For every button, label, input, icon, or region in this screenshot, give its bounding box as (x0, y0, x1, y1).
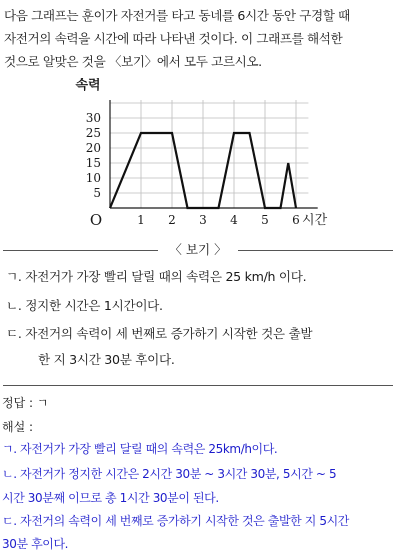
x-tick-label: 2 (168, 213, 176, 227)
x-tick-label: 4 (230, 213, 238, 227)
y-tick-label: 5 (93, 186, 101, 200)
y-tick-label: 10 (85, 171, 101, 185)
bogi-item: ㄴ. 정지한 시간은 1시간이다. (6, 298, 163, 313)
solution-line: ㄱ. 자전거가 가장 빨리 달릴 때의 속력은 25km/h이다. (2, 442, 278, 456)
y-axis-label: 속력 (75, 78, 101, 93)
chart-labels (75, 78, 327, 229)
y-tick-label: 15 (85, 156, 101, 170)
explanation-label: 해설 : (2, 420, 34, 434)
bogi-item: 한 지 3시간 30분 후이다. (38, 352, 175, 367)
x-tick-label: 5 (261, 213, 269, 227)
question-line: 것으로 알맞은 것을 〈보기〉에서 모두 고르시오. (4, 54, 262, 69)
y-tick-label: 30 (85, 111, 101, 125)
x-tick-label: 1 (137, 213, 145, 227)
solution-line: 시간 30분째 이므로 총 1시간 30분이 된다. (2, 491, 219, 505)
question-text (4, 4, 398, 73)
answer-line: 정답 : ㄱ (2, 396, 49, 410)
x-tick-label: 6 (292, 213, 300, 227)
x-axis-label: 시간 (302, 213, 328, 228)
solution-line: ㄴ. 자전거가 정지한 시간은 2시간 30분 ~ 3시간 30분, 5시간 ~ 5 (2, 467, 337, 481)
y-tick-label: 20 (85, 141, 101, 155)
chart-grid (110, 100, 308, 208)
bogi-title: 〈 보기 〉 (158, 240, 238, 260)
y-tick-label: 25 (85, 126, 101, 140)
question-line: 다음 그래프는 훈이가 자전거를 타고 동네를 6시간 동안 구경할 때 (4, 8, 350, 23)
speed-time-graph (70, 78, 340, 238)
solution-line: 30분 후이다. (2, 537, 69, 551)
bogi-item: ㄱ. 자전거가 가장 빨리 달릴 때의 속력은 25 km/h 이다. (6, 269, 307, 284)
origin-label: O (89, 211, 103, 229)
solution-line: ㄷ. 자전거의 속력이 세 번째로 증가하기 시작한 것은 출발한 지 5시간 (2, 514, 349, 528)
question-line: 자전거의 속력을 시간에 따라 나타낸 것이다. 이 그래프를 해석한 (4, 31, 343, 46)
bogi-item: ㄷ. 자전거의 속력이 세 번째로 증가하기 시작한 것은 출발 (6, 326, 313, 341)
x-tick-label: 3 (199, 213, 207, 227)
